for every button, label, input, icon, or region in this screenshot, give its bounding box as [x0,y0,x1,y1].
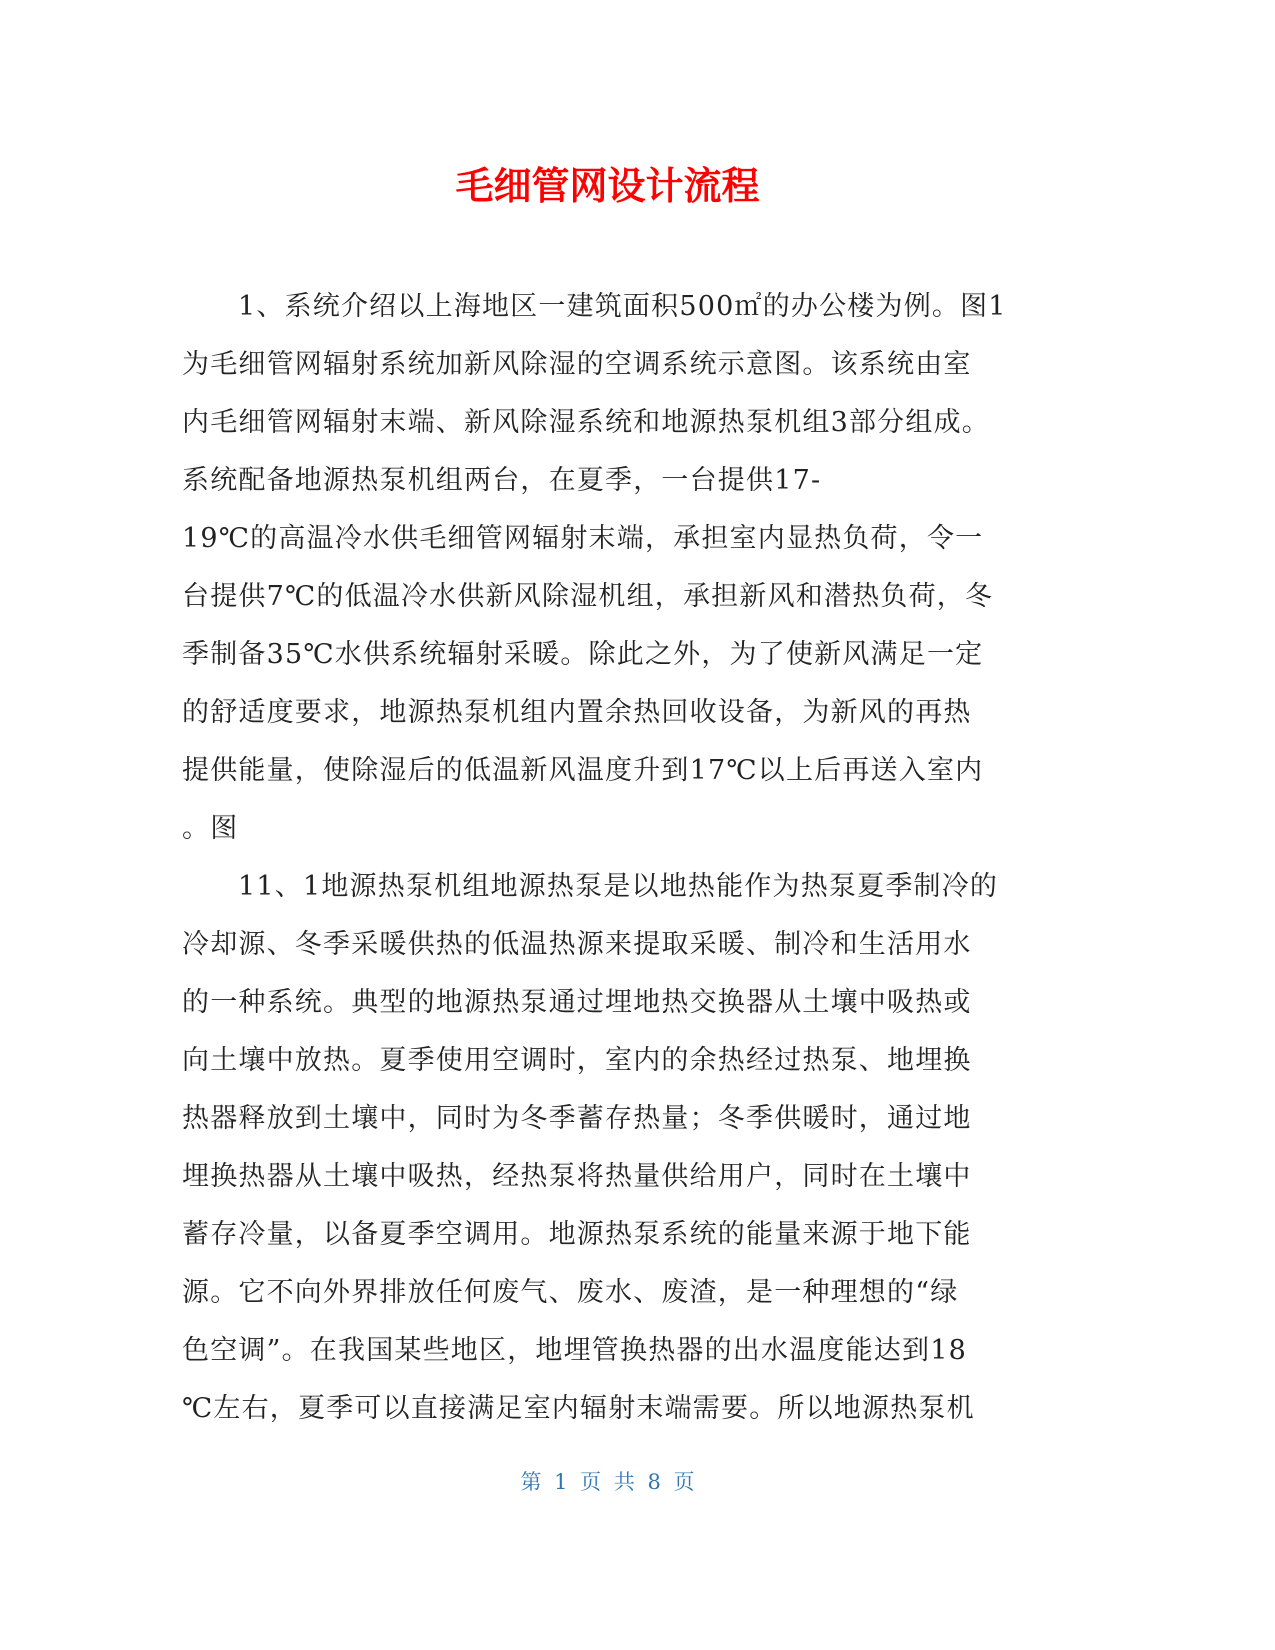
page-number: 第 1 页 共 8 页 [520,1470,695,1494]
paragraph-line: 色空调”。在我国某些地区，地埋管换热器的出水温度能达到18 [182,1335,967,1366]
paragraph-line: 提供能量，使除湿后的低温新风温度升到17℃以上后再送入室内 [182,755,984,786]
paragraph-line: 内毛细管网辐射末端、新风除湿系统和地源热泵机组3部分组成。 [182,407,990,438]
paragraph-line: 11、1地源热泵机组地源热泵是以地热能作为热泵夏季制冷的 [238,871,999,902]
paragraph-line: 的一种系统。典型的地源热泵通过埋地热交换器从土壤中吸热或 [182,987,972,1018]
paragraph-line: 系统配备地源热泵机组两台，在夏季，一台提供17- [182,465,822,496]
paragraph-line: 冷却源、冬季采暖供热的低温热源来提取采暖、制冷和生活用水 [182,929,972,960]
paragraph-line: 季制备35℃水供系统辐射采暖。除此之外，为了使新风满足一定 [182,639,984,670]
paragraph-line: 。图 [182,813,239,844]
paragraph-line: 向土壤中放热。夏季使用空调时，室内的余热经过热泵、地埋换 [182,1045,972,1076]
paragraph-line: 蓄存冷量，以备夏季空调用。地源热泵系统的能量来源于地下能 [182,1219,972,1250]
paragraph-line: 源。它不向外界排放任何废气、废水、废渣，是一种理想的“绿 [182,1277,959,1308]
paragraph-line: 为毛细管网辐射系统加新风除湿的空调系统示意图。该系统由室 [182,349,972,380]
paragraph-line: 的舒适度要求，地源热泵机组内置余热回收设备，为新风的再热 [182,697,972,728]
paragraph-line: 1、系统介绍以上海地区一建筑面积500㎡的办公楼为例。图1 [238,291,1007,322]
paragraph-line: 台提供7℃的低温冷水供新风除湿机组，承担新风和潜热负荷，冬 [182,581,994,612]
paragraph-line: 埋换热器从土壤中吸热，经热泵将热量供给用户，同时在土壤中 [182,1161,972,1192]
document-body [182,278,1027,1438]
paragraph-line: 19℃的高温冷水供毛细管网辐射末端，承担室内显热负荷，令一 [182,523,984,554]
paragraph-line: ℃左右，夏季可以直接满足室内辐射末端需要。所以地源热泵机 [182,1393,975,1424]
document-title: 毛细管网设计流程 [455,164,760,208]
paragraph-line: 热器释放到土壤中，同时为冬季蓄存热量；冬季供暖时，通过地 [182,1103,972,1134]
